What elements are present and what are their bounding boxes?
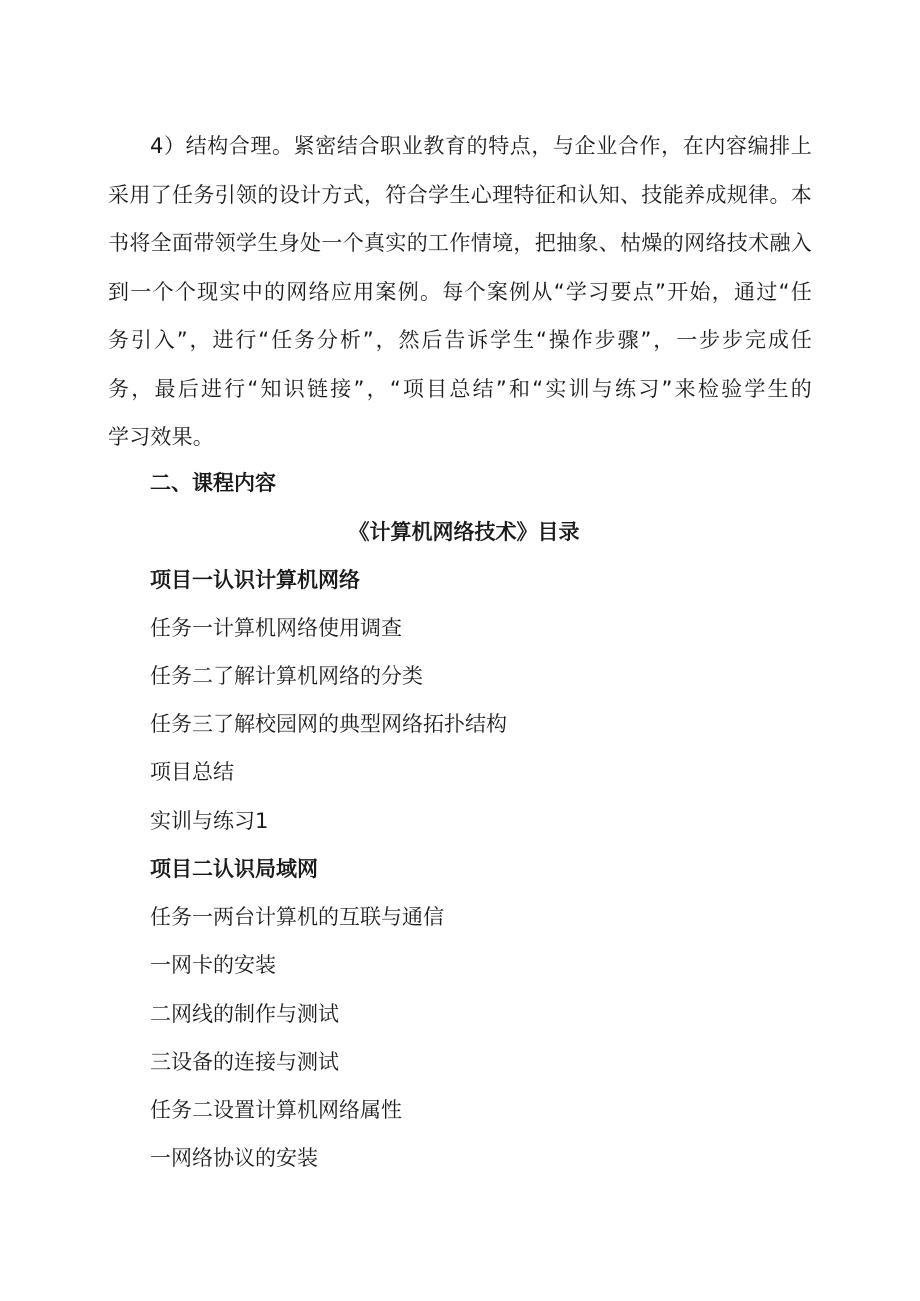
section-heading: 二、课程内容 bbox=[150, 471, 276, 495]
toc-entry: 一网卡的安装 bbox=[150, 953, 276, 977]
paragraph-line: 务，最后进行“知识链接”，“项目总结”和“实训与练习”来检验学生的 bbox=[108, 376, 812, 401]
toc-entry-project: 项目二认识局域网 bbox=[150, 857, 318, 881]
toc-entry: 任务二设置计算机网络属性 bbox=[150, 1098, 402, 1122]
toc-entry: 项目总结 bbox=[150, 760, 234, 784]
toc-entry: 二网线的制作与测试 bbox=[150, 1002, 339, 1026]
intro-paragraph bbox=[108, 122, 812, 462]
paragraph-line: 书将全面带领学生身处一个真实的工作情境，把抽象、枯燥的网络技术融入 bbox=[108, 231, 812, 255]
paragraph-line: 4）结构合理。紧密结合职业教育的特点，与企业合作，在内容编排上 bbox=[150, 134, 812, 158]
toc-entry: 实训与练习1 bbox=[150, 809, 269, 833]
toc-entry: 任务一计算机网络使用调查 bbox=[150, 616, 402, 640]
paragraph-line: 务引入”，进行“任务分析”，然后告诉学生“操作步骤”，一步步完成任 bbox=[108, 328, 812, 352]
toc-entry: 三设备的连接与测试 bbox=[150, 1050, 339, 1074]
toc-entry: 任务一两台计算机的互联与通信 bbox=[150, 905, 444, 929]
paragraph-line: 到一个个现实中的网络应用案例。每个案例从“学习要点”开始，通过“任 bbox=[108, 279, 812, 304]
toc-title-text: 《计算机网络技术》目录 bbox=[348, 520, 580, 544]
toc-entry: 任务三了解校园网的典型网络拓扑结构 bbox=[150, 712, 507, 736]
paragraph-line: 采用了任务引领的设计方式，符合学生心理特征和认知、技能养成规律。本 bbox=[108, 182, 812, 207]
paragraph-line: 学习效果。 bbox=[108, 425, 214, 449]
toc-entry: 一网络协议的安装 bbox=[150, 1146, 318, 1170]
toc-title bbox=[0, 517, 920, 547]
toc-entry-project: 项目一认识计算机网络 bbox=[150, 568, 360, 592]
toc-entry: 任务二了解计算机网络的分类 bbox=[150, 664, 423, 688]
